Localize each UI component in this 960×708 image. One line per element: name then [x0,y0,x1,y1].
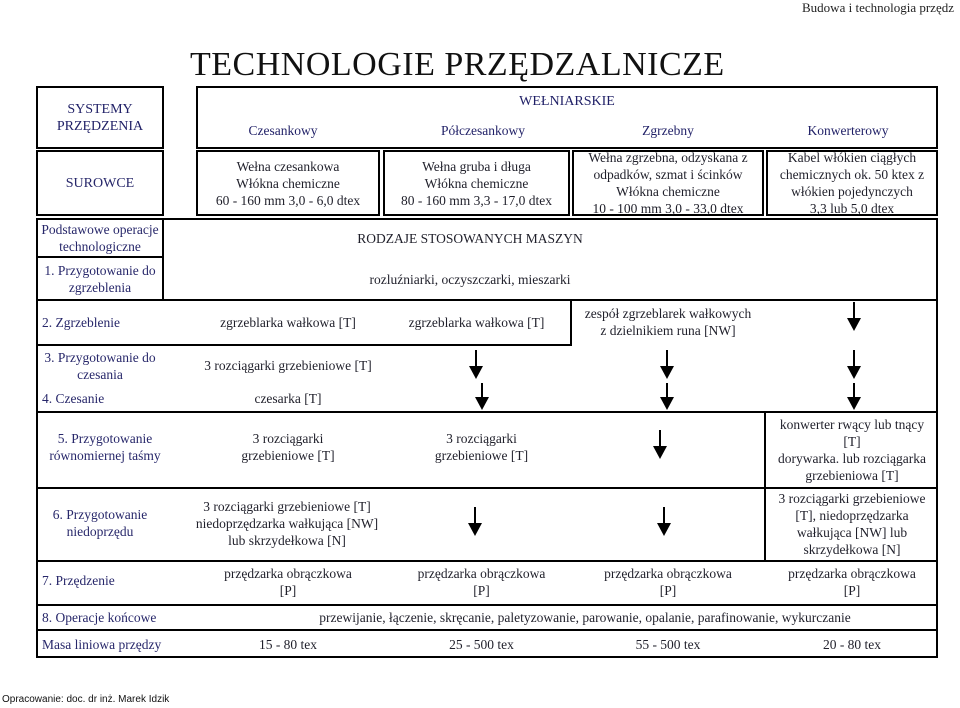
row-label-line: równomiernej taśmy [49,448,161,463]
surowce-polczesankowy-line: 80 - 160 mm 3,3 - 17,0 dtex [400,192,553,208]
cell-line: z dzielnikiem runa [NW] [600,323,736,338]
row-label-przygotowanie-czesania [38,348,162,384]
down-arrow-icon [659,350,675,380]
col-czesankowy: Czesankowy [248,122,318,138]
cell-line: przędzarka obrączkowa [788,566,916,581]
surowce-label-box [36,150,164,216]
divider [36,344,572,346]
cell-line: zespół zgrzeblarek wałkowych [584,306,752,321]
cell-line: 3 rozciągarki [446,431,517,446]
row-label-przygotowanie-niedoprzedu [38,504,162,542]
cell-line: przędzarka obrączkowa [417,566,546,581]
cell-line: 3 rozciągarki grzebieniowe [T] [203,498,371,514]
row6-czesankowy [180,494,394,552]
row-label-czesanie: 4. Czesanie [42,390,105,406]
row-label-line: 5. Przygotowanie [57,431,153,446]
row8-operations: przewijanie, łączenie, skręcanie, paletyzowanie, parowanie, opalanie, parafinowanie, wykurczanie [319,609,851,625]
cell-line: wałkująca [NW] lub [796,525,908,540]
cell-line: [P] [843,583,861,598]
cell-line: skrzydełkowa [N] [803,542,901,557]
down-arrow-icon [846,383,862,411]
col-polczesankowy: Półczesankowy [441,122,525,138]
row7-czesankowy [196,564,380,600]
masa-zgrzebny: 55 - 500 tex [635,636,701,652]
cell-line: [T] [843,434,861,449]
surowce-zgrzebny-line: odpadków, szmat i ścinków [593,167,743,182]
row-label-operacje [38,220,162,256]
row7-konwerterowy [766,564,938,600]
cell-line: przędzarka obrączkowa [604,566,732,581]
surowce-konwerterowy-line: 3,3 lub 5,0 dtex [809,201,895,216]
row-label-line: 3. Przygotowanie do [44,350,156,365]
cell-line: 3 rozciągarki grzebieniowe [778,491,926,506]
cell-line: [P] [473,583,490,598]
row1-machines: rozluźniarki, oczyszczarki, mieszarki [369,271,571,287]
surowce-polczesankowy-line: Wełna gruba i długa [422,158,531,174]
row-label-line: zgrzeblenia [68,280,132,295]
surowce-czesankowy-line: Włókna chemiczne [236,175,340,191]
down-arrow-icon [846,302,862,332]
page-title: TECHNOLOGIE PRZĘDZALNICZE [190,46,725,83]
welniarskie-box [196,86,938,149]
masa-label: Masa liniowa przędzy [42,636,162,652]
row-label-line: niedoprzędu [66,524,134,539]
row7-polczesankowy [383,564,580,600]
divider [162,218,164,300]
cell-line: konwerter rwący lub tnący [779,417,925,432]
cell-line: [P] [659,583,677,598]
divider [36,256,164,258]
row-label-line: technologiczne [59,239,141,254]
surowce-zgrzebny-line: 10 - 100 mm 3,0 - 33,0 dtex [592,201,744,216]
down-arrow-icon [846,350,862,380]
row-label-operacje-koncowe: 8. Operacje końcowe [42,609,157,625]
row2-polczesankowy: zgrzeblarka wałkowa [T] [408,314,545,330]
down-arrow-icon [652,430,668,460]
row5-konwerterowy [766,414,938,486]
surowce-konwerterowy-text [768,152,936,214]
row7-zgrzebny [572,564,764,600]
divider [36,411,938,413]
surowce-zgrzebny-text [574,152,762,214]
masa-konwerterowy: 20 - 80 tex [822,636,882,652]
col-zgrzebny: Zgrzebny [642,122,694,138]
surowce-polczesankowy [383,150,570,216]
surowce-zgrzebny [572,150,764,216]
cell-line: przędzarka obrączkowa [224,566,352,581]
down-arrow-icon [656,507,672,537]
cell-line: [P] [279,583,297,598]
surowce-label: SUROWCE [65,175,135,191]
surowce-czesankowy-line: Wełna czesankowa [236,158,340,174]
surowce-konwerterowy-line: włókien pojedynczych [791,184,913,199]
cell-line: grzebieniowe [T] [241,448,335,463]
divider [36,299,938,301]
divider [36,604,938,606]
row-label-przygotowanie-tasmy [38,428,172,466]
surowce-zgrzebny-line: Wełna zgrzebna, odzyskana z [588,150,748,165]
row-label-przygotowanie-zgrzeblenia [38,260,162,298]
down-arrow-icon [659,383,675,411]
surowce-konwerterowy [766,150,938,216]
header-subject: Budowa i technologia przędz [802,0,954,15]
systemy-label: SYSTEMY PRZĘDZENIA [56,101,144,134]
row-label-line: 1. Przygotowanie do [44,263,156,278]
systemy-box [36,86,164,149]
masa-czesankowy: 15 - 80 tex [258,636,318,652]
row2-zgrzebny [572,302,764,342]
cell-line: lub skrzydełkowa [N] [228,532,346,548]
cell-line: grzebieniowe [T] [434,448,529,463]
surowce-konwerterowy-line: chemicznych ok. 50 ktex z [779,167,925,182]
surowce-konwerterowy-line: Kabel włókien ciągłych [787,150,917,165]
row3-czesankowy: 3 rozciągarki grzebieniowe [T] [204,357,372,373]
surowce-czesankowy [196,150,380,216]
row5-polczesankowy [383,428,580,466]
row-label-line: 6. Przygotowanie [52,507,148,522]
surowce-polczesankowy-text [385,152,568,214]
surowce-zgrzebny-line: Włókna chemiczne [616,184,720,199]
cell-line: grzebieniowa [T] [805,468,899,483]
cell-line: [T], niedoprzędzarka [795,508,909,523]
surowce-polczesankowy-line: Włókna chemiczne [424,175,529,191]
row-label-line: Podstawowe operacje [41,222,159,237]
cell-line: niedoprzędzarka wałkująca [NW] [195,515,379,531]
col-konwerterowy: Konwerterowy [807,122,889,138]
surowce-czesankowy-text [198,152,378,214]
welniarskie-label: WEŁNIARSKIE [519,93,615,109]
row5-czesankowy [196,428,380,466]
cell-line: dorywarka. lub rozciągarka [777,451,927,466]
row4-czesankowy: czesarka [T] [254,390,322,406]
rodzaje-maszyn-heading: RODZAJE STOSOWANYCH MASZYN [357,230,583,246]
row-label-zgrzeblenie: 2. Zgrzeblenie [42,314,120,330]
row-label-przedzenie: 7. Przędzenie [42,572,115,588]
surowce-czesankowy-line: 60 - 160 mm 3,0 - 6,0 dtex [215,192,361,208]
down-arrow-icon [467,507,483,537]
down-arrow-icon [474,383,490,411]
masa-polczesankowy: 25 - 500 tex [449,636,514,652]
divider [36,560,938,562]
row-label-line: czesania [77,367,123,382]
down-arrow-icon [468,350,484,380]
cell-line: 3 rozciągarki [252,431,324,446]
row2-czesankowy: zgrzeblarka wałkowa [T] [220,314,356,330]
divider [36,629,938,631]
footer-author: Opracowanie: doc. dr inż. Marek Idzik [2,694,170,705]
row6-konwerterowy [766,489,938,559]
